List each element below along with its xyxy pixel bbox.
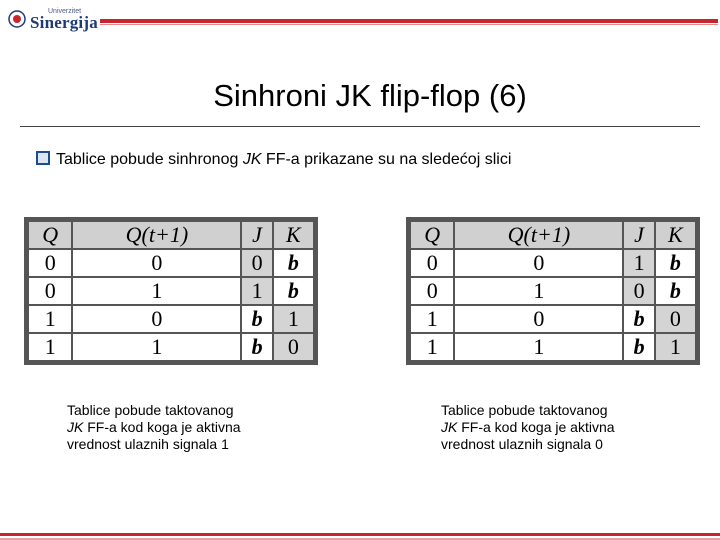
footer-red-line	[0, 533, 720, 536]
caption-left	[67, 402, 241, 453]
excitation-table-right	[406, 217, 700, 365]
table-cell: 1	[73, 334, 240, 360]
table-cell: b	[242, 306, 271, 332]
header-cell-qt1: Q(t+1)	[73, 222, 240, 248]
table-row	[29, 306, 313, 332]
table-cell: 1	[274, 306, 313, 332]
table-row	[29, 250, 313, 276]
header-red-line	[100, 19, 718, 23]
table-cell: 1	[242, 278, 271, 304]
header-cell-k: K	[656, 222, 695, 248]
table-cell: b	[624, 306, 653, 332]
table-cell: 1	[455, 334, 622, 360]
table-cell: 0	[274, 334, 313, 360]
table-cell: b	[656, 278, 695, 304]
table-cell: 0	[242, 250, 271, 276]
caption-italic: JK	[441, 419, 458, 435]
caption-line2: FF-a kod koga je aktivna	[83, 419, 241, 435]
table-cell: 0	[73, 250, 240, 276]
caption-italic: JK	[67, 419, 84, 435]
logo-emblem-icon	[8, 10, 26, 28]
table-header-row	[29, 222, 313, 248]
table-cell: 1	[29, 334, 71, 360]
header-cell-j: J	[242, 222, 271, 248]
table-cell: 0	[411, 278, 453, 304]
table-cell: 0	[455, 250, 622, 276]
checkbox-bullet-icon	[36, 151, 50, 165]
table-row	[29, 334, 313, 360]
table-cell: 1	[624, 250, 653, 276]
table-cell: 1	[656, 334, 695, 360]
logo-small-text: Univerzitet	[48, 8, 82, 15]
table-cell: b	[624, 334, 653, 360]
slide-title: Sinhroni JK flip-flop (6)	[213, 78, 527, 113]
table-cell: 0	[656, 306, 695, 332]
caption-line1: Tablice pobude taktovanog	[67, 402, 234, 418]
table-row	[411, 278, 695, 304]
caption-line2: FF-a kod koga je aktivna	[457, 419, 615, 435]
table-cell: 0	[624, 278, 653, 304]
bullet-point	[36, 151, 511, 169]
header-cell-q: Q	[29, 222, 71, 248]
table-cell: 1	[411, 334, 453, 360]
university-logo	[8, 6, 98, 32]
table-row	[411, 250, 695, 276]
table-cell: b	[656, 250, 695, 276]
table-cell: 0	[455, 306, 622, 332]
logo-text: Sinergija	[30, 13, 98, 32]
table-row	[411, 306, 695, 332]
header-cell-j: J	[624, 222, 653, 248]
table-row	[411, 334, 695, 360]
table-cell: 1	[73, 278, 240, 304]
header-cell-k: K	[274, 222, 313, 248]
table-cell: b	[242, 334, 271, 360]
table-cell: 1	[29, 306, 71, 332]
header-cell-qt1: Q(t+1)	[455, 222, 622, 248]
bullet-text-after: FF-a prikazane su na sledećoj slici	[261, 151, 512, 168]
table-cell: 0	[411, 250, 453, 276]
table-header-row	[411, 222, 695, 248]
excitation-table-left	[24, 217, 318, 365]
caption-line3: vrednost ulaznih signala 0	[441, 436, 603, 452]
table-cell: b	[274, 278, 313, 304]
table-cell: 1	[411, 306, 453, 332]
header-red-line-thin	[100, 24, 718, 25]
table-cell: 0	[73, 306, 240, 332]
table-cell: b	[274, 250, 313, 276]
table-cell: 0	[29, 278, 71, 304]
title-divider	[20, 126, 700, 127]
table-row	[29, 278, 313, 304]
bullet-text-before: Tablice pobude sinhronog	[56, 151, 243, 168]
caption-line3: vrednost ulaznih signala 1	[67, 436, 229, 452]
table-cell: 1	[455, 278, 622, 304]
header-cell-q: Q	[411, 222, 453, 248]
table-cell: 0	[29, 250, 71, 276]
caption-right	[441, 402, 615, 453]
bullet-text-italic: JK	[242, 151, 262, 168]
caption-line1: Tablice pobude taktovanog	[441, 402, 608, 418]
